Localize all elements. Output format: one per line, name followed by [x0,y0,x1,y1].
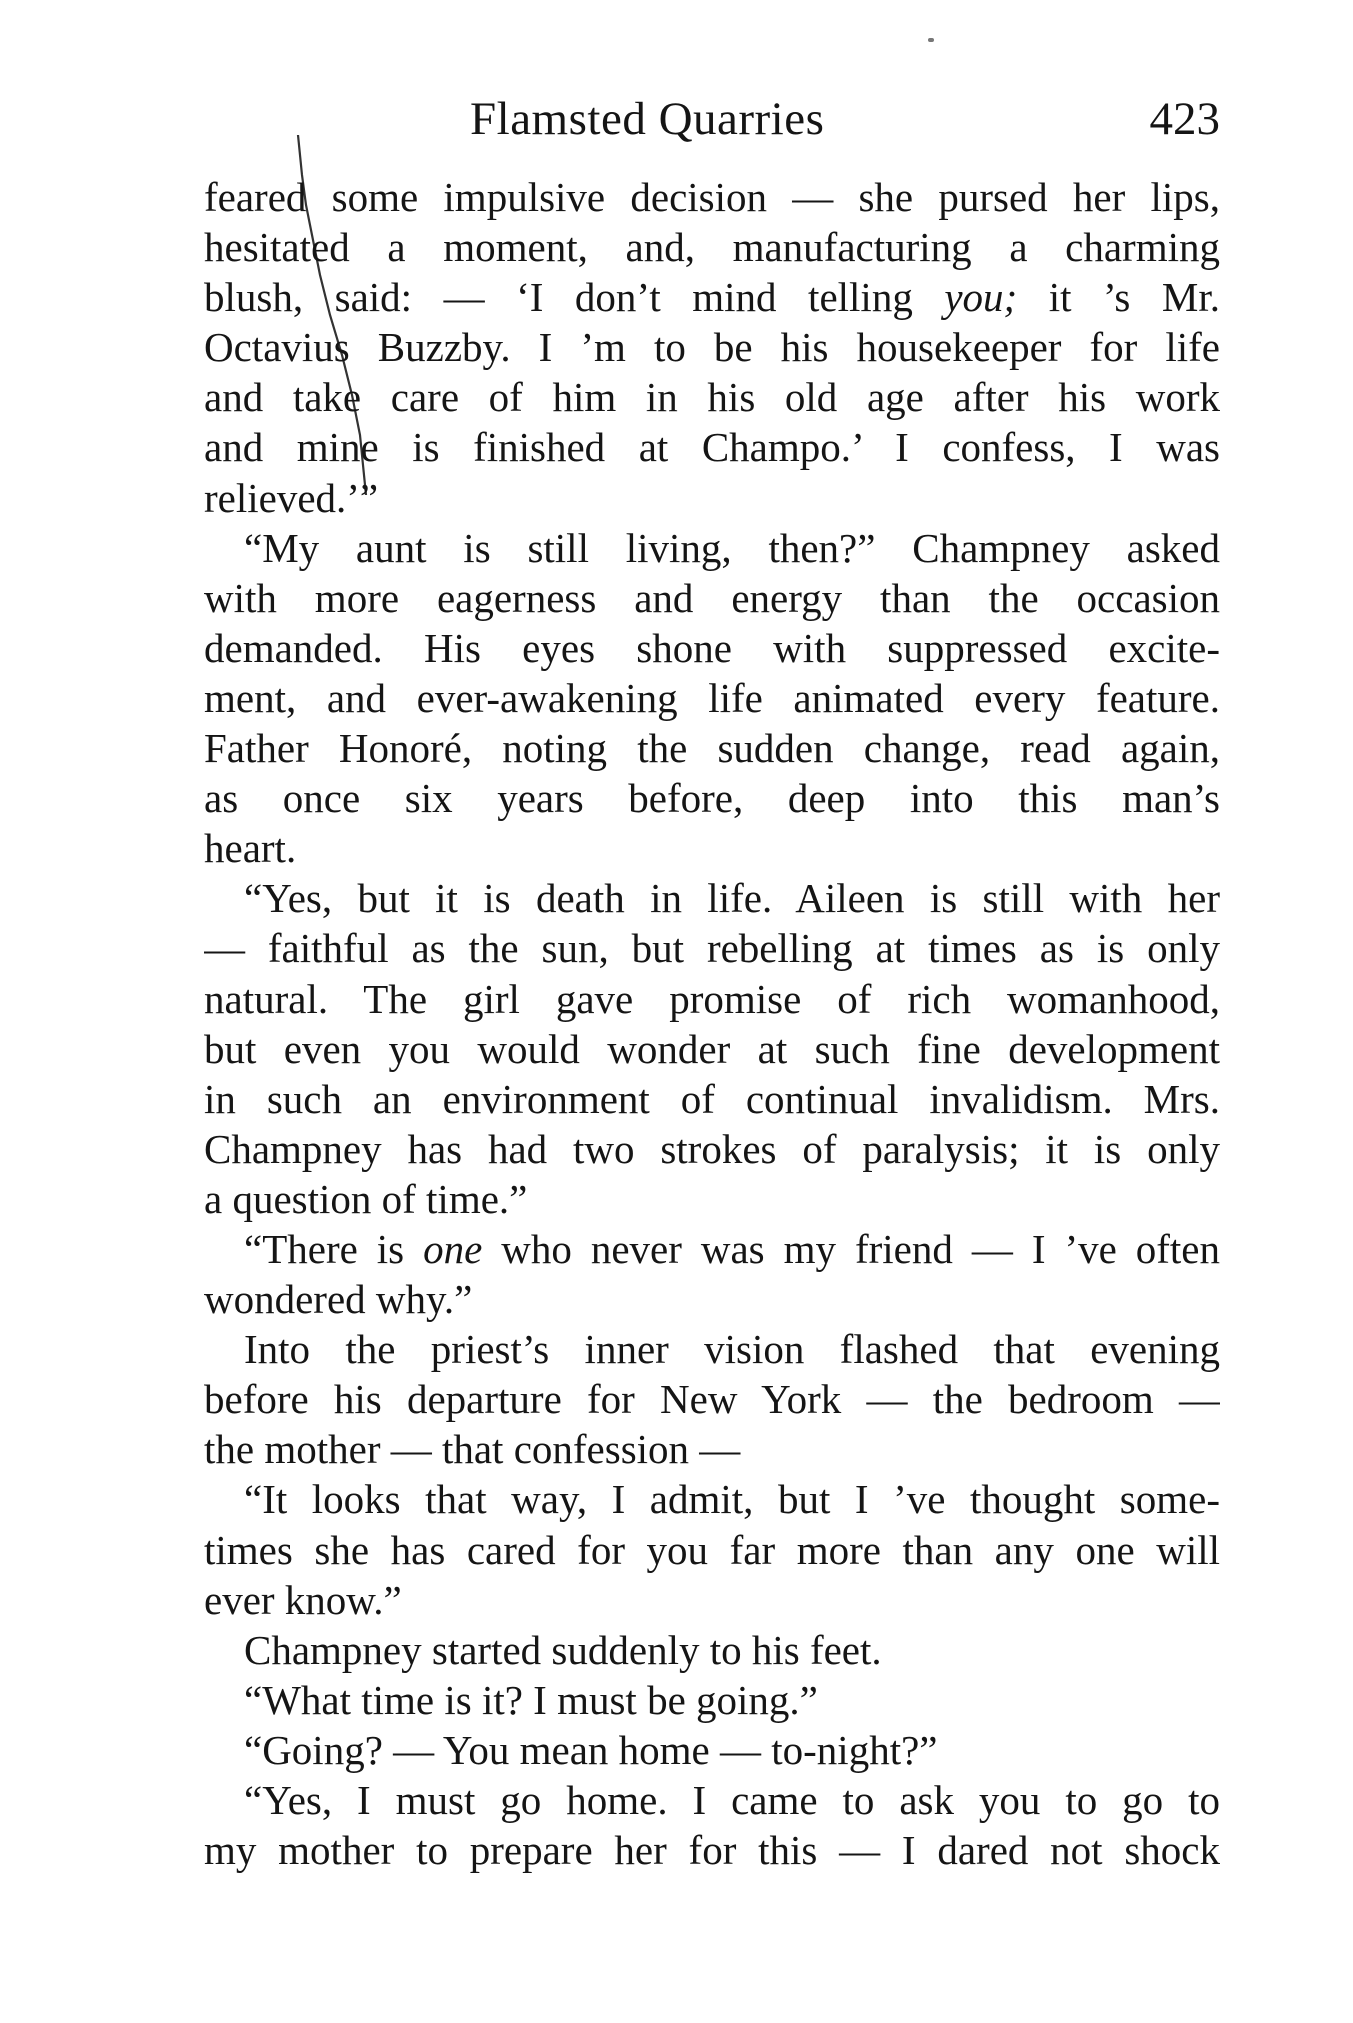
text-line: natural. The girl gave promise of rich womanhood, [204,975,1220,1022]
page-header [200,92,1220,152]
body-text [204,172,1220,1875]
italic-word: one [423,1225,483,1272]
text-line: a question of time.” [204,1175,528,1222]
text-line: “Yes, but it is death in life. Aileen is still with her [244,875,1220,922]
text-line: as once six years before, deep into this man’s [204,775,1220,822]
text-line: “Going? — You mean home — to-night?” [244,1726,938,1773]
text-line: Octavius Buzzby. I ’m to be his housekeeper for life [204,324,1220,371]
text-line: feared some impulsive decision — she pursed her lips, [204,174,1220,220]
text-line: “It looks that way, I admit, but I ’ve thought some- [244,1476,1220,1523]
text-line: hesitated a moment, and, manufacturing a charming [204,224,1220,271]
text-line: “My aunt is still living, then?” Champney asked [244,524,1220,571]
text-line: Champney started suddenly to his feet. [244,1626,882,1673]
text-line: “There is one who never was my friend — I ’ve often [244,1225,1220,1272]
text-line: relieved.’” [204,474,379,521]
text-line: demanded. His eyes shone with suppressed excite- [204,624,1220,671]
running-head: Flamsted Quarries [470,93,825,145]
text-line: before his departure for New York — the bedroom — [204,1376,1220,1423]
text-line: ment, and ever-awakening life animated every feature. [204,674,1220,721]
text-line: and take care of him in his old age after his work [204,374,1220,421]
text-line: Into the priest’s inner vision flashed that evening [244,1326,1220,1373]
ink-speck [928,38,934,42]
text-line: — faithful as the sun, but rebelling at times as is only [204,925,1220,972]
text-line: blush, said: — ‘I don’t mind telling you; it ’s Mr. [204,274,1220,321]
text-line: and mine is finished at Champo.’ I confess, I was [204,424,1220,471]
text-line: my mother to prepare her for this — I dared not shock [204,1827,1220,1874]
text-line: wondered why.” [204,1276,473,1323]
text-line: in such an environment of continual invalidism. Mrs. [204,1075,1220,1122]
text-line: but even you would wonder at such fine development [204,1025,1220,1072]
italic-word: you; [944,274,1018,321]
text-line: with more eagerness and energy than the occasion [204,574,1220,621]
text-line: times she has cared for you far more than any one will [204,1526,1220,1573]
text-line: Father Honoré, noting the sudden change, read again, [204,725,1220,772]
text-line: “Yes, I must go home. I came to ask you to go to [244,1777,1220,1823]
page-number: 423 [1149,93,1220,145]
text-line: Champney has had two strokes of paralysis; it is only [204,1125,1220,1172]
text-line: the mother — that confession — [204,1426,741,1473]
text-line: ever know.” [204,1576,402,1623]
text-line: “What time is it? I must be going.” [244,1676,818,1723]
text-line: heart. [204,825,297,872]
